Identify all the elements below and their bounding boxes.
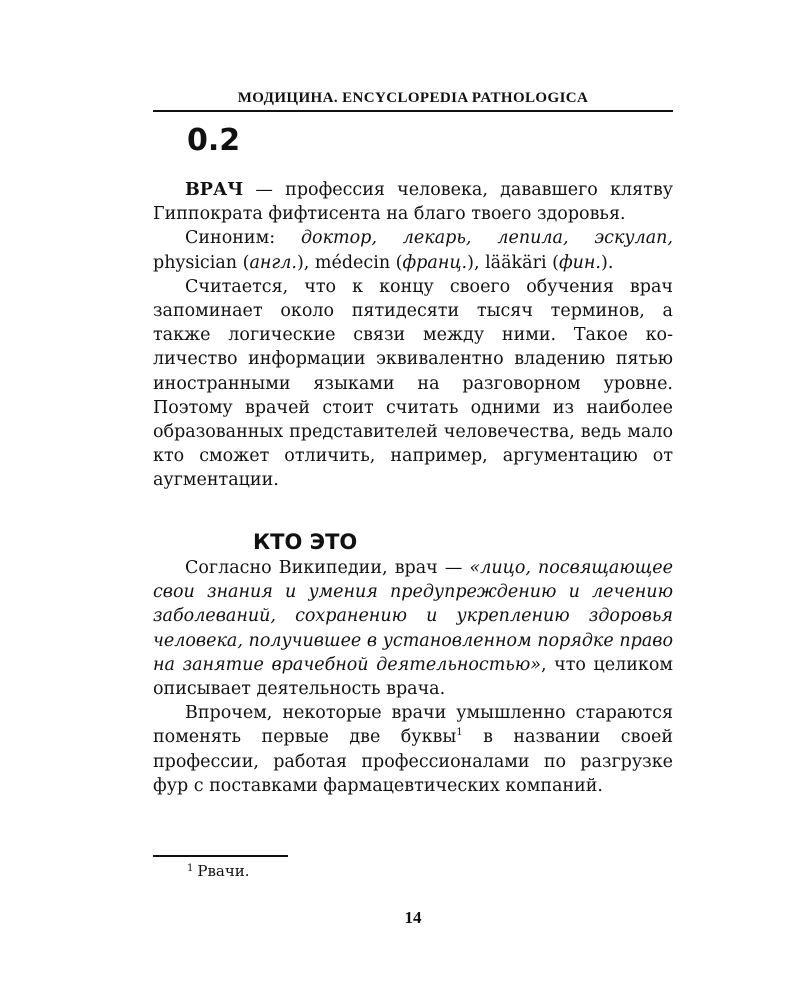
paragraph-definition	[153, 178, 673, 226]
wiki-conclusion: , что целиком описывает деятельность врача.	[153, 654, 674, 700]
letters-text-end: в названии своей профессии, работая профессионалами по разгрузке фур с поставками фармацевтических компаний.	[153, 727, 673, 796]
definition-text: — профессия человека, дававшего клятву Гиппократа фифтисента на благо твоего здоровья.	[153, 180, 673, 225]
letters-text-start: Впрочем, некоторые врачи умышленно стараются поменять первые две буквы	[153, 703, 673, 748]
foreign-word-french: médecin	[314, 252, 391, 273]
wiki-quote: «лицо, посвящающее свои знания и умения предупреждению и лечению заболеваний, сохранению и укреплению здоровья человека, получившее в установленном порядке право на занятие врачебной деятельностью»	[153, 558, 673, 675]
footnote	[187, 862, 250, 880]
paragraph-wikipedia	[153, 556, 673, 701]
defined-term: ВРАЧ	[185, 180, 244, 200]
paragraph-education: Считается, что к концу своего обучения врач запоминает около пятидесяти тысяч терминов, а также логические связи между ними. Такое количество информации эквивалентно владению пятью иностранными языками на разговорном уровне. Поэтому врачей стоит считать одними из наиболее образованных представителей человечества, ведь мало кто сможет отличить, например, аргументацию от аугментации.	[153, 276, 673, 491]
footnote-mark: 1	[187, 863, 194, 874]
foreign-word-finnish: lääkäri	[485, 252, 547, 273]
paragraph-synonyms: Синоним: доктор, лекарь, лепила, эскулап, physician (англ.), médecin (франц.), lääkäri (фин.).	[153, 228, 673, 273]
paragraph-letters	[153, 701, 673, 798]
footnote-reference: 1	[456, 727, 463, 739]
book-page	[153, 0, 673, 1000]
subheading-who: КТО ЭТО	[253, 530, 358, 554]
section-number: 0.2	[187, 123, 241, 158]
footnote-rule	[153, 855, 288, 857]
synonym-label: Синоним:	[185, 228, 301, 249]
language-english: англ.	[249, 252, 297, 273]
footnote-text: Рвачи.	[197, 862, 250, 880]
foreign-word-english: physician	[153, 252, 238, 273]
language-french: франц.	[402, 252, 468, 273]
page-number: 14	[404, 908, 422, 927]
synonym-list: доктор, лекарь, лепила, эскулап,	[300, 228, 673, 249]
wiki-intro: Согласно Википедии, врач —	[185, 558, 470, 578]
body-text-block-1	[153, 178, 673, 493]
body-text-block-2	[153, 556, 673, 798]
language-finnish: фин.	[558, 252, 601, 273]
running-header: МОДИЦИНА. ENCYCLOPEDIA PATHOLOGICA	[237, 90, 589, 106]
header-rule	[153, 110, 673, 112]
